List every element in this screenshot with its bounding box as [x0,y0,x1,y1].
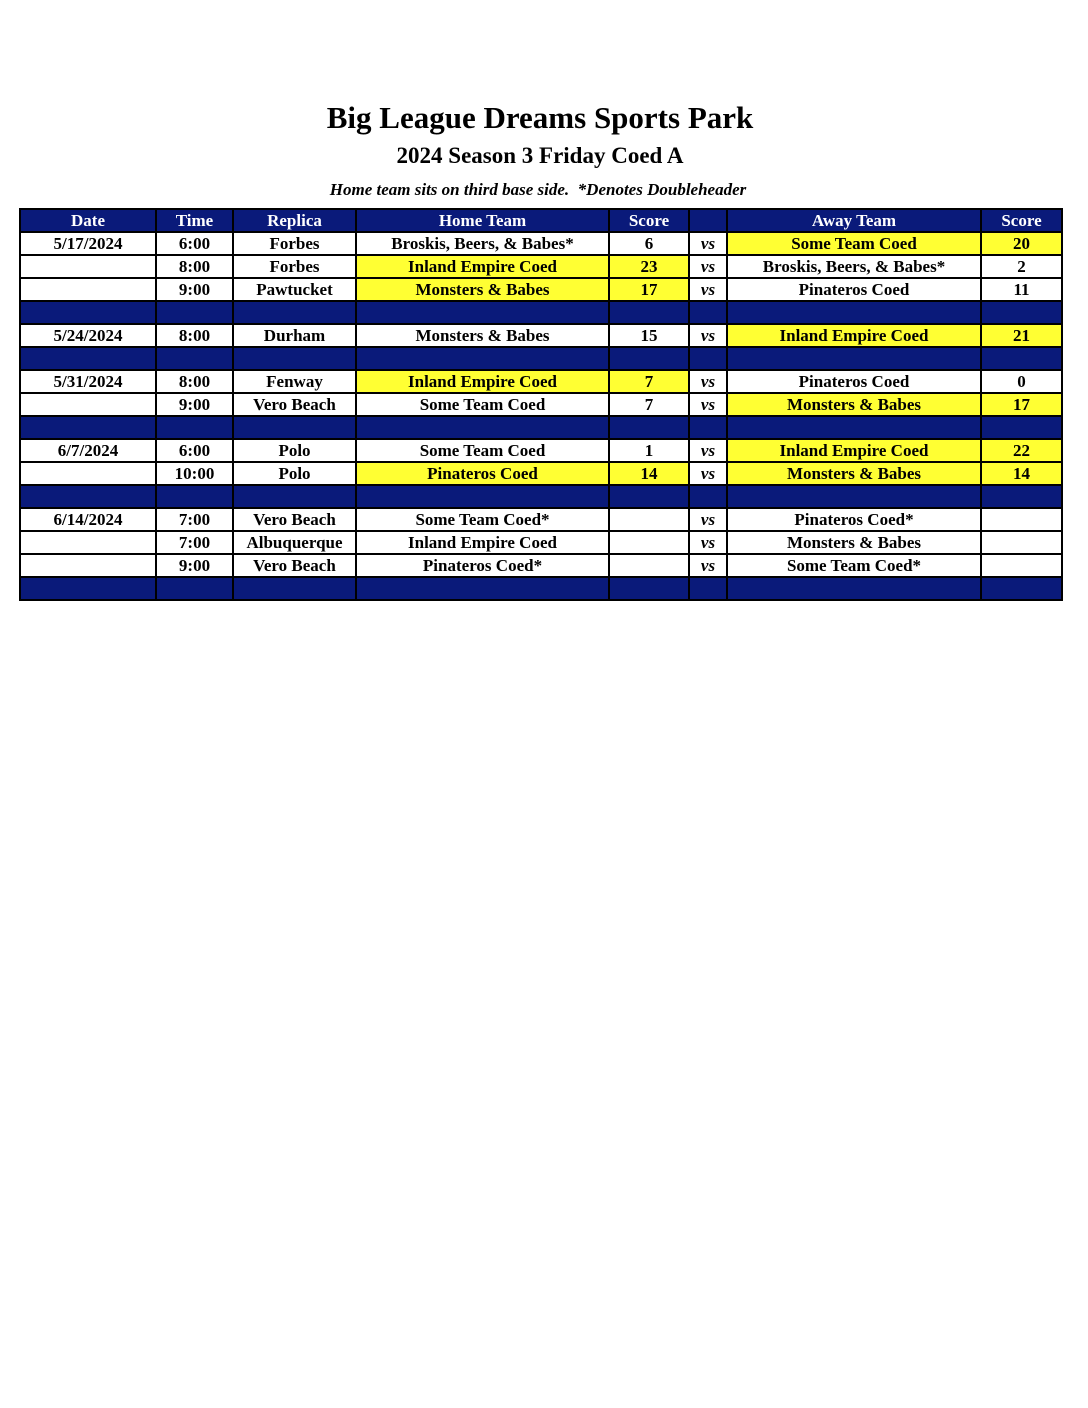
time-cell: 9:00 [156,554,233,577]
separator-cell [981,577,1062,600]
table-header-row [20,209,1062,232]
home-score-cell: 1 [609,439,689,462]
game-row [20,324,1062,347]
time-cell: 10:00 [156,462,233,485]
separator-cell [689,577,727,600]
col-header-date: Date [20,209,156,232]
separator-row [20,347,1062,370]
home-team-cell: Monsters & Babes [356,278,609,301]
separator-cell [609,416,689,439]
replica-cell: Polo [233,439,356,462]
game-row [20,278,1062,301]
game-row [20,370,1062,393]
col-header-replica: Replica [233,209,356,232]
home-score-cell: 15 [609,324,689,347]
date-cell [20,278,156,301]
replica-cell: Pawtucket [233,278,356,301]
separator-row [20,577,1062,600]
date-cell: 6/7/2024 [20,439,156,462]
date-cell [20,255,156,278]
date-cell: 5/17/2024 [20,232,156,255]
separator-cell [689,416,727,439]
home-team-cell: Inland Empire Coed [356,531,609,554]
separator-cell [727,416,981,439]
separator-row [20,485,1062,508]
home-score-cell [609,554,689,577]
separator-cell [20,347,156,370]
vs-cell: vs [689,531,727,554]
separator-cell [233,416,356,439]
away-score-cell: 0 [981,370,1062,393]
home-score-cell: 17 [609,278,689,301]
away-team-cell: Some Team Coed* [727,554,981,577]
away-score-cell [981,508,1062,531]
vs-cell: vs [689,278,727,301]
replica-cell: Durham [233,324,356,347]
home-score-cell: 23 [609,255,689,278]
separator-cell [156,347,233,370]
home-score-cell: 7 [609,393,689,416]
separator-cell [156,301,233,324]
separator-cell [356,347,609,370]
col-header-away-score: Score [981,209,1062,232]
page-subtitle: 2024 Season 3 Friday Coed A [396,143,684,168]
time-cell: 6:00 [156,232,233,255]
game-row [20,393,1062,416]
date-cell: 5/24/2024 [20,324,156,347]
time-cell: 8:00 [156,324,233,347]
away-score-cell: 22 [981,439,1062,462]
away-team-cell: Some Team Coed [727,232,981,255]
separator-cell [981,485,1062,508]
separator-cell [609,301,689,324]
schedule-note: Home team sits on third base side. *Denotes Doubleheader [329,180,747,199]
vs-cell: vs [689,255,727,278]
separator-cell [689,347,727,370]
away-team-cell: Pinateros Coed* [727,508,981,531]
away-team-cell: Broskis, Beers, & Babes* [727,255,981,278]
replica-cell: Vero Beach [233,393,356,416]
separator-row [20,301,1062,324]
replica-cell: Forbes [233,232,356,255]
separator-cell [20,577,156,600]
separator-cell [727,347,981,370]
home-team-cell: Inland Empire Coed [356,370,609,393]
separator-cell [156,577,233,600]
away-score-cell: 20 [981,232,1062,255]
separator-cell [689,301,727,324]
replica-cell: Forbes [233,255,356,278]
separator-cell [233,577,356,600]
home-team-cell: Inland Empire Coed [356,255,609,278]
home-team-cell: Pinateros Coed [356,462,609,485]
home-team-cell: Some Team Coed [356,393,609,416]
away-team-cell: Pinateros Coed [727,278,981,301]
separator-cell [356,301,609,324]
away-team-cell: Monsters & Babes [727,531,981,554]
home-score-cell: 6 [609,232,689,255]
home-team-cell: Some Team Coed* [356,508,609,531]
replica-cell: Polo [233,462,356,485]
time-cell: 8:00 [156,370,233,393]
date-cell [20,462,156,485]
away-team-cell: Monsters & Babes [727,462,981,485]
date-cell: 6/14/2024 [20,508,156,531]
separator-cell [233,485,356,508]
separator-cell [609,485,689,508]
vs-cell: vs [689,462,727,485]
away-score-cell [981,531,1062,554]
date-cell [20,393,156,416]
home-score-cell: 14 [609,462,689,485]
home-team-cell: Pinateros Coed* [356,554,609,577]
time-cell: 9:00 [156,278,233,301]
separator-cell [20,485,156,508]
vs-cell: vs [689,393,727,416]
separator-cell [20,301,156,324]
separator-cell [356,577,609,600]
separator-cell [156,416,233,439]
vs-cell: vs [689,554,727,577]
separator-cell [689,485,727,508]
away-team-cell: Inland Empire Coed [727,324,981,347]
game-row [20,508,1062,531]
time-cell: 9:00 [156,393,233,416]
separator-cell [727,577,981,600]
separator-cell [981,301,1062,324]
col-header-time: Time [156,209,233,232]
away-score-cell: 14 [981,462,1062,485]
date-cell: 5/31/2024 [20,370,156,393]
separator-cell [356,416,609,439]
separator-row [20,416,1062,439]
home-score-cell [609,531,689,554]
time-cell: 8:00 [156,255,233,278]
game-row [20,554,1062,577]
game-row [20,531,1062,554]
time-cell: 7:00 [156,531,233,554]
replica-cell: Vero Beach [233,508,356,531]
time-cell: 7:00 [156,508,233,531]
away-score-cell: 11 [981,278,1062,301]
separator-cell [609,577,689,600]
col-header-home-team: Home Team [356,209,609,232]
separator-cell [727,485,981,508]
home-team-cell: Broskis, Beers, & Babes* [356,232,609,255]
away-score-cell [981,554,1062,577]
separator-cell [609,347,689,370]
vs-cell: vs [689,232,727,255]
separator-cell [727,301,981,324]
home-score-cell: 7 [609,370,689,393]
vs-cell: vs [689,439,727,462]
schedule-table [19,208,1063,601]
col-header-vs [689,209,727,232]
separator-cell [20,416,156,439]
vs-cell: vs [689,324,727,347]
game-row [20,232,1062,255]
away-team-cell: Monsters & Babes [727,393,981,416]
away-score-cell: 2 [981,255,1062,278]
away-team-cell: Pinateros Coed [727,370,981,393]
col-header-home-score: Score [609,209,689,232]
page-title: Big League Dreams Sports Park [326,100,754,135]
separator-cell [233,301,356,324]
away-score-cell: 21 [981,324,1062,347]
vs-cell: vs [689,508,727,531]
vs-cell: vs [689,370,727,393]
col-header-away-team: Away Team [727,209,981,232]
separator-cell [981,416,1062,439]
time-cell: 6:00 [156,439,233,462]
separator-cell [156,485,233,508]
away-score-cell: 17 [981,393,1062,416]
replica-cell: Albuquerque [233,531,356,554]
home-team-cell: Monsters & Babes [356,324,609,347]
date-cell [20,531,156,554]
game-row [20,439,1062,462]
home-team-cell: Some Team Coed [356,439,609,462]
away-team-cell: Inland Empire Coed [727,439,981,462]
separator-cell [356,485,609,508]
replica-cell: Fenway [233,370,356,393]
separator-cell [233,347,356,370]
replica-cell: Vero Beach [233,554,356,577]
game-row [20,462,1062,485]
game-row [20,255,1062,278]
date-cell [20,554,156,577]
separator-cell [981,347,1062,370]
home-score-cell [609,508,689,531]
